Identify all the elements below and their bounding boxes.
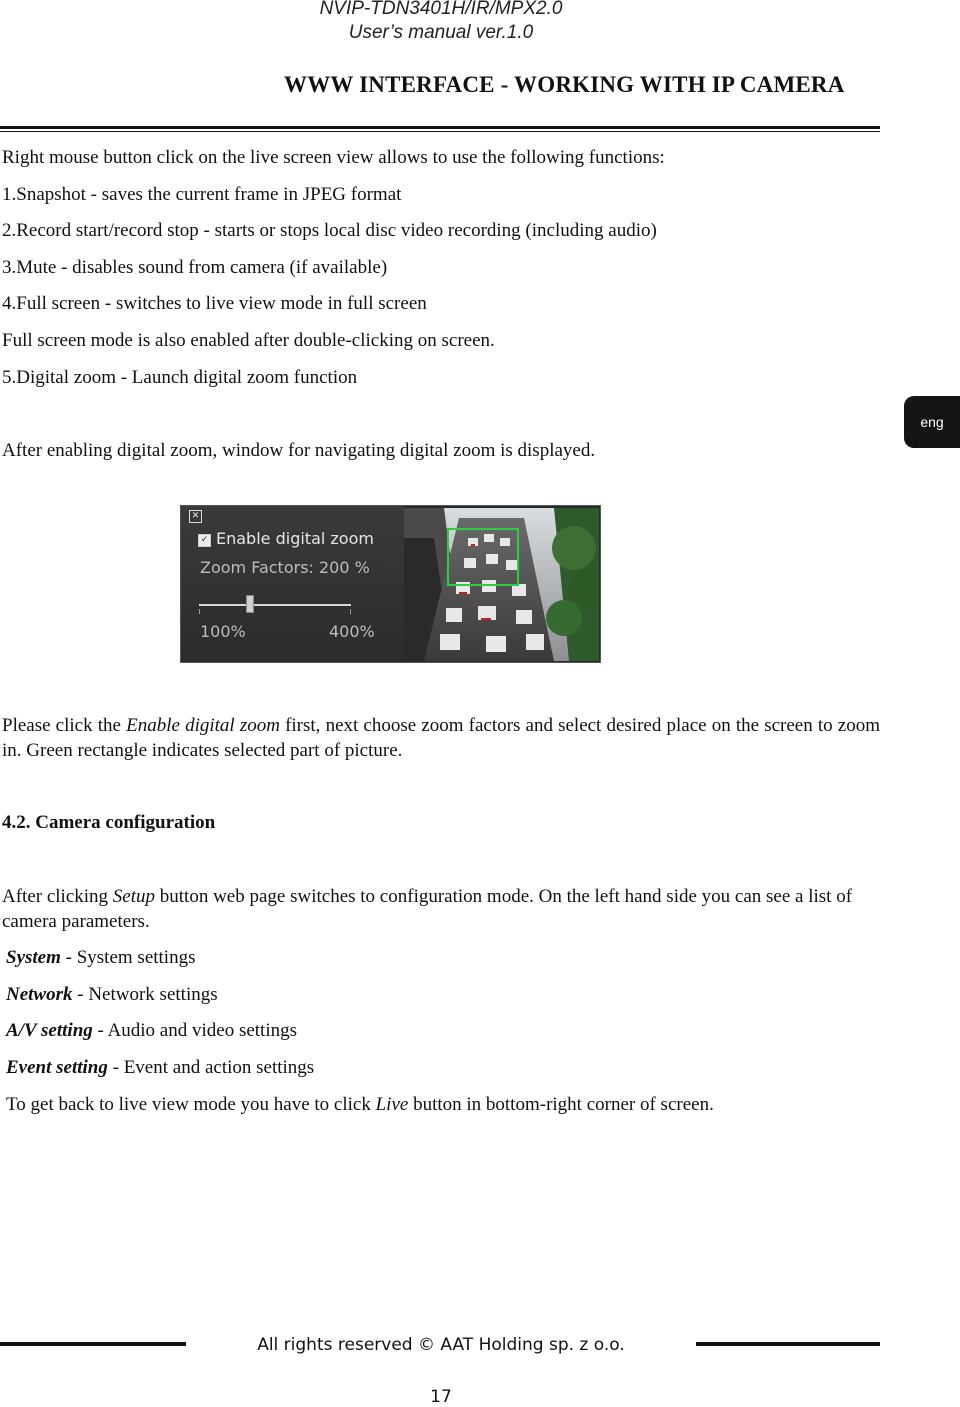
settings-item-network: [6, 983, 218, 1007]
zoom-window-text: After enabling digital zoom, window for navigating digital zoom is displayed.: [2, 440, 596, 461]
enable-zoom-checkbox[interactable]: ✓: [198, 534, 211, 547]
slider-tick: [199, 609, 200, 614]
live-term: Live: [375, 1094, 409, 1115]
settings-name: Event setting: [6, 1057, 108, 1078]
zoom-instructions: [2, 713, 880, 763]
live-instructions: [6, 1093, 714, 1117]
camera-preview[interactable]: [404, 508, 599, 661]
intro-text: Right mouse button click on the live screen view allows to use the following functions:: [2, 147, 665, 168]
settings-desc: - Network settings: [72, 984, 218, 1005]
zoom-panel: [181, 506, 404, 663]
live-pre: To get back to live view mode you have to click: [6, 1094, 376, 1115]
setup-term: Setup: [112, 886, 156, 907]
settings-desc: - Event and action settings: [107, 1057, 315, 1078]
header-rule-thin: [0, 131, 880, 132]
setup-paragraph: [2, 884, 880, 934]
zoom-instructions-pre: Please click the: [2, 715, 127, 736]
zoom-max-label: 400%: [329, 622, 375, 641]
enable-zoom-label: Enable digital zoom: [216, 529, 374, 548]
section-heading: 4.2. Camera configuration: [2, 812, 216, 833]
function-item: 4.Full screen - switches to live view mode in full screen: [2, 293, 427, 314]
settings-item-event: [6, 1056, 314, 1080]
settings-item-av: [6, 1019, 297, 1043]
language-tab: eng: [904, 396, 960, 448]
live-post: button in bottom-right corner of screen.: [408, 1094, 714, 1115]
setup-pre: After clicking: [2, 886, 113, 907]
function-item: 5.Digital zoom - Launch digital zoom function: [2, 367, 358, 388]
zoom-slider-handle[interactable]: [246, 595, 254, 613]
zoom-instructions-post: first, next choose zoom factors and select desired place on the screen to zoom in. Green rectangle indicates selected part of picture.: [2, 715, 880, 761]
settings-name: Network: [6, 984, 73, 1005]
zoom-factor-label: Zoom Factors: 200 %: [200, 558, 370, 577]
digital-zoom-screenshot: [180, 505, 601, 663]
zoom-slider-track[interactable]: [199, 604, 351, 606]
close-icon[interactable]: ✕: [189, 510, 202, 523]
manual-version: User’s manual ver.1.0: [348, 22, 534, 43]
settings-name: A/V setting: [6, 1020, 93, 1041]
settings-item-system: [6, 946, 195, 970]
settings-desc: - Audio and video settings: [92, 1020, 297, 1041]
document-model: NVIP-TDN3401H/IR/MPX2.0: [319, 0, 563, 19]
header-rule: [0, 126, 880, 129]
enable-zoom-term: Enable digital zoom: [126, 715, 280, 736]
slider-tick: [350, 609, 351, 614]
zoom-min-label: 100%: [200, 622, 246, 641]
settings-name: System: [6, 947, 61, 968]
zoom-selection-rectangle[interactable]: [447, 528, 519, 586]
copyright-text: All rights reserved © AAT Holding sp. z o.o.: [257, 1335, 625, 1355]
function-item: 2.Record start/record stop - starts or stops local disc video recording (including audio): [2, 220, 657, 241]
function-item: 1.Snapshot - saves the current frame in JPEG format: [2, 184, 402, 205]
page-number: 17: [430, 1387, 452, 1407]
function-item: 3.Mute - disables sound from camera (if available): [2, 257, 388, 278]
function-note: Full screen mode is also enabled after double-clicking on screen.: [2, 330, 495, 351]
setup-post: button web page switches to configuration mode. On the left hand side you can see a list of camera parameters.: [2, 886, 853, 932]
section-header: WWW INTERFACE - WORKING WITH IP CAMERA: [284, 72, 845, 97]
settings-desc: - System settings: [60, 947, 196, 968]
